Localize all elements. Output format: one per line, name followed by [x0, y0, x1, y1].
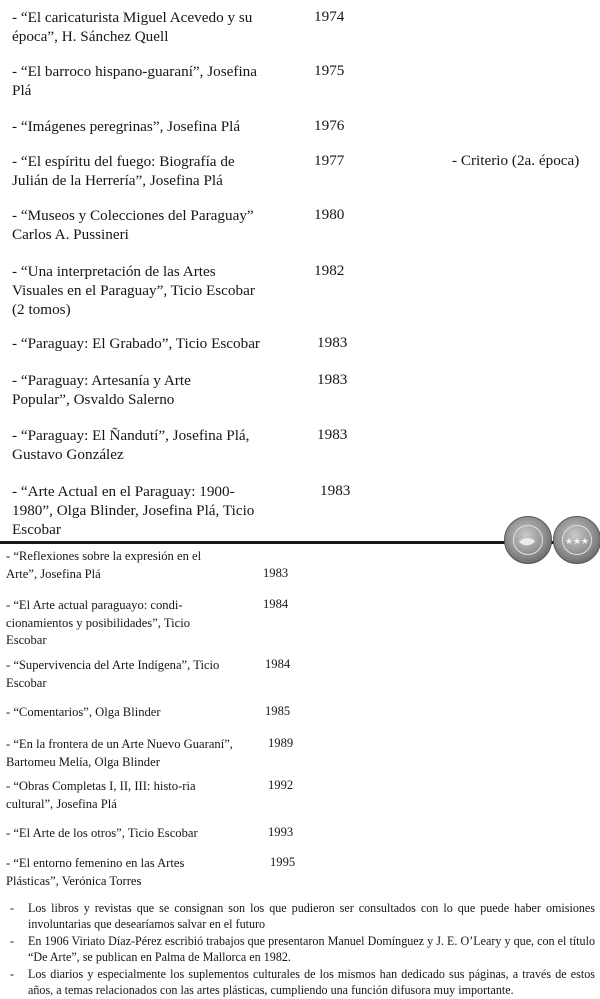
entry-year: 1984 — [263, 597, 289, 611]
entry-year: 1977 — [314, 152, 345, 169]
list-item — [12, 8, 267, 46]
footnote-dash: - — [10, 966, 15, 981]
footnote — [10, 933, 595, 966]
entry-title: - “El espíritu del fuego: Biografía de Julián de la Herrería”, Josefina Plá — [12, 153, 235, 189]
list-item — [12, 206, 287, 244]
entry-title: - “Reflexiones sobre la expresión en el Arte”, Josefina Plá — [6, 549, 202, 581]
entry-title: - “Comentarios”, Olga Blinder — [6, 705, 161, 719]
svg-text:★★★: ★★★ — [564, 537, 590, 547]
entry-year: 1989 — [268, 736, 294, 750]
entry-title: - “En la frontera de un Arte Nuevo Guaraní”, Bartomeu Melía, Olga Blinder — [6, 737, 233, 769]
entry-year: 1980 — [314, 206, 345, 223]
footnote — [10, 900, 595, 933]
list-item — [12, 262, 262, 319]
entry-year: 1982 — [314, 262, 345, 279]
entry-title: - “Una interpretación de las Artes Visuales en el Paraguay”, Ticio Escobar (2 tomos) — [12, 263, 255, 318]
entry-year: 1995 — [270, 855, 296, 869]
entry-title: - “El caricaturista Miguel Acevedo y su época”, H. Sánchez Quell — [12, 9, 253, 45]
entry-year: 1984 — [265, 657, 291, 671]
entry-title: - “El Arte actual paraguayo: condi-cionamientos y posibilidades”, Ticio Escobar — [6, 598, 190, 647]
footnotes — [10, 900, 595, 998]
entry-year: 1983 — [317, 426, 348, 443]
entry-year: 1983 — [317, 371, 348, 388]
entry-title: - “Arte Actual en el Paraguay: 1900-1980”, Olga Blinder, Josefina Plá, Ticio Escobar — [12, 483, 255, 538]
seal-right-icon — [553, 516, 600, 564]
list-item — [6, 657, 231, 692]
list-item — [6, 778, 231, 813]
entry-year: 1983 — [317, 334, 348, 351]
entry-year: 1985 — [265, 704, 291, 718]
list-item — [12, 371, 242, 409]
entry-title: - “Paraguay: El Grabado”, Ticio Escobar — [12, 335, 260, 352]
side-note: - Criterio (2a. época) — [452, 152, 580, 169]
entry-title: - “Paraguay: Artesanía y Arte Popular”, Osvaldo Salerno — [12, 372, 191, 408]
list-item — [12, 426, 262, 464]
footnote-dash: - — [10, 933, 15, 948]
list-item — [12, 62, 267, 100]
entry-title: - “Museos y Colecciones del Paraguay” Carlos A. Pussineri — [12, 207, 254, 243]
seal-left-icon — [504, 516, 552, 564]
entry-title: - “El entorno femenino en las Artes Plásticas”, Verónica Torres — [6, 856, 185, 888]
entry-year: 1976 — [314, 117, 345, 134]
list-item — [12, 117, 297, 136]
list-item — [6, 704, 231, 722]
entry-title: - “Supervivencia del Arte Indígena”, Ticio Escobar — [6, 658, 220, 690]
list-item — [12, 334, 302, 353]
list-item — [6, 825, 246, 843]
footnote-text: Los diarios y especialmente los suplementos culturales de los mismos han dedicado sus páginas, a través de estos años, a temas relacionados con las artes plásticas, cumpliendo una función difusora muy importante. — [28, 966, 595, 998]
entry-year: 1974 — [314, 8, 345, 25]
list-item — [12, 482, 274, 539]
list-item — [6, 736, 238, 771]
entry-year: 1983 — [263, 566, 289, 580]
footnote-dash: - — [10, 901, 15, 915]
footnote-text: En 1906 Viriato Díaz-Pérez escribió trabajos que presentaron Manuel Domínguez y J. E. O’Leary y que, con el título “De Arte”, se publican en Palma de Mallorca en 1982. — [28, 933, 595, 965]
entry-year: 1983 — [320, 482, 351, 499]
list-item — [12, 152, 270, 190]
footnote — [10, 966, 595, 999]
footnote-text: Los libros y revistas que se consignan son los que pudieron ser consultados con lo que puede haber omisiones involuntarias que desearíamos salvar en el futuro — [28, 901, 595, 932]
entry-title: - “Paraguay: El Ñandutí”, Josefina Plá, Gustavo González — [12, 427, 250, 463]
entry-year: 1992 — [268, 778, 294, 792]
entry-year: 1993 — [268, 825, 294, 839]
entry-title: - “Imágenes peregrinas”, Josefina Plá — [12, 118, 241, 135]
list-item — [6, 855, 231, 890]
list-item — [6, 597, 231, 650]
entry-title: - “Obras Completas I, II, III: histo-ria cultural”, Josefina Plá — [6, 779, 196, 811]
list-item — [6, 548, 231, 583]
entry-title: - “El barroco hispano-guaraní”, Josefina Plá — [12, 63, 258, 99]
entry-title: - “El Arte de los otros”, Ticio Escobar — [6, 826, 198, 840]
entry-year: 1975 — [314, 62, 345, 79]
